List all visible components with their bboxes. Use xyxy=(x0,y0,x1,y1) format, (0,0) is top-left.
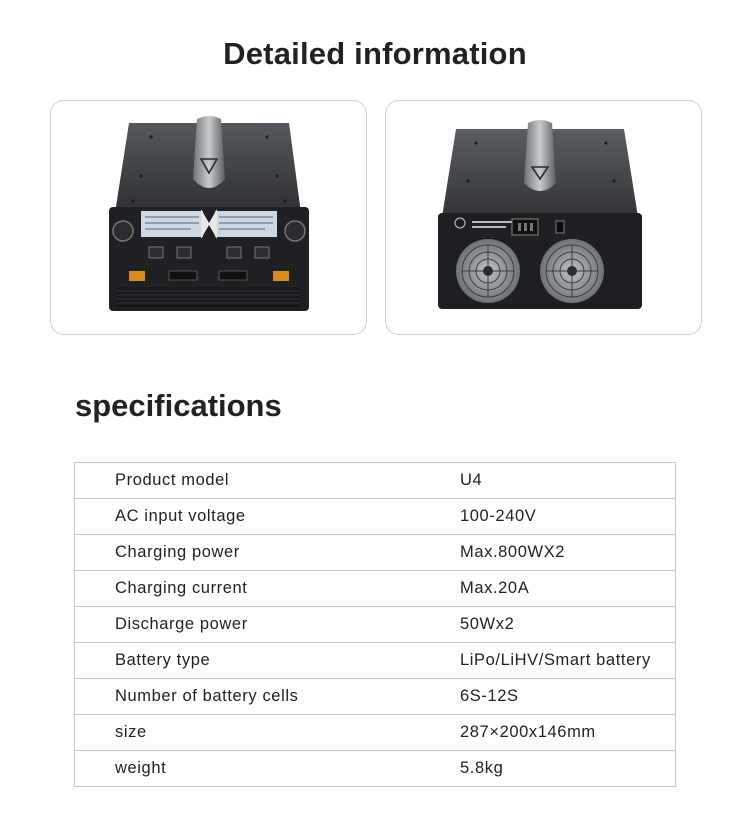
charger-back-image xyxy=(385,100,702,335)
charger-front-icon xyxy=(51,101,366,334)
spec-label: AC input voltage xyxy=(75,499,461,535)
spec-value: 287×200x146mm xyxy=(460,715,676,751)
table-row xyxy=(75,643,676,679)
charger-front-image xyxy=(50,100,367,335)
table-row xyxy=(75,607,676,643)
specifications-table xyxy=(74,462,676,787)
specifications-title: specifications xyxy=(75,388,282,423)
spec-value: 6S-12S xyxy=(460,679,676,715)
spec-label: Charging power xyxy=(75,535,461,571)
spec-label: size xyxy=(75,715,461,751)
table-row xyxy=(75,571,676,607)
spec-label: weight xyxy=(75,751,461,787)
table-row xyxy=(75,751,676,787)
spec-value: 50Wx2 xyxy=(460,607,676,643)
spec-label: Charging current xyxy=(75,571,461,607)
page-title: Detailed information xyxy=(223,36,527,71)
table-row xyxy=(75,499,676,535)
spec-label: Number of battery cells xyxy=(75,679,461,715)
charger-back-icon xyxy=(386,101,701,334)
table-row xyxy=(75,679,676,715)
table-row xyxy=(75,535,676,571)
spec-value: 100-240V xyxy=(460,499,676,535)
spec-label: Battery type xyxy=(75,643,461,679)
spec-value: U4 xyxy=(460,463,676,499)
spec-value: Max.20A xyxy=(460,571,676,607)
table-row xyxy=(75,715,676,751)
table-row xyxy=(75,463,676,499)
spec-label: Product model xyxy=(75,463,461,499)
spec-value: 5.8kg xyxy=(460,751,676,787)
spec-label: Discharge power xyxy=(75,607,461,643)
spec-value: Max.800WX2 xyxy=(460,535,676,571)
spec-value: LiPo/LiHV/Smart battery xyxy=(460,643,676,679)
